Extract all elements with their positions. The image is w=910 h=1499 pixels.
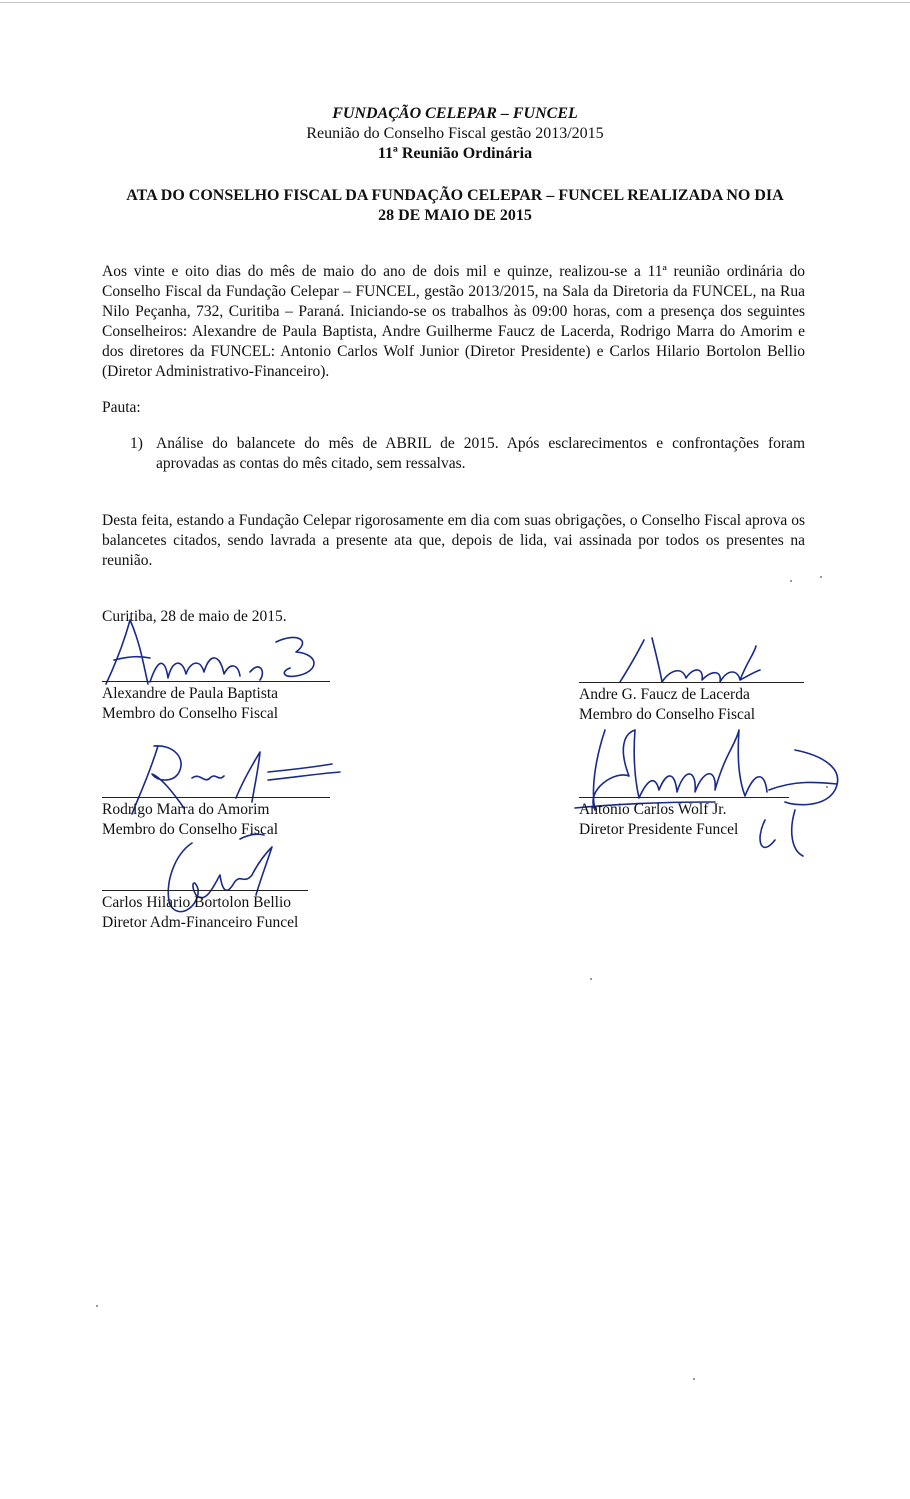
minutes-title (60, 186, 850, 226)
agenda-item-text: Análise do balancete do mês de ABRIL de 2015. Após esclarecimentos e confrontações foram aprovadas as contas do mês citado, sem ressalvas. (156, 435, 805, 472)
signatory-name: Antonio Carlos Wolf Jr. (579, 801, 727, 818)
signature-andre (590, 630, 790, 690)
signature-line (579, 797, 789, 798)
document-header (0, 104, 910, 164)
signature-block (579, 797, 789, 840)
scan-speck (96, 1305, 98, 1307)
signature-block (102, 681, 330, 724)
place-and-date: Curitiba, 28 de maio de 2015. (102, 608, 287, 625)
signatory-name: Andre G. Faucz de Lacerda (579, 686, 750, 703)
scan-speck (826, 786, 828, 788)
signatory-role: Membro do Conselho Fiscal (102, 705, 279, 722)
scan-speck (820, 576, 822, 578)
organization-name: FUNDAÇÃO CELEPAR – FUNCEL (332, 105, 578, 122)
scan-speck (693, 1378, 695, 1380)
signatory-role: Membro do Conselho Fiscal (579, 706, 756, 723)
title-line-2: 28 DE MAIO DE 2015 (378, 207, 532, 224)
meeting-number: 11ª Reunião Ordinária (377, 145, 533, 162)
signature-line (102, 681, 330, 682)
signatory-name: Alexandre de Paula Baptista (102, 685, 279, 702)
opening-paragraph: Aos vinte e oito dias do mês de maio do ano de dois mil e quinze, realizou-se a 11ª reunião ordinária do Conselho Fiscal da Fundação Celepar – FUNCEL, gestão 2013/2015, na Sala da Diretoria da FUNCEL, na Rua Nilo Peçanha, 732, Curitiba – Paraná. Iniciando-se os trabalhos às 09:00 horas, com a presença dos seguintes Conselheiros: Alexandre de Paula Baptista, Andre Guilherme Faucz de Lacerda, Rodrigo Marra do Amorim e dos diretores da FUNCEL: Antonio Carlos Wolf Junior (Diretor Presidente) e Carlos Hilario Bortolon Bellio (Diretor Administrativo-Financeiro). (102, 263, 805, 380)
signature-line (102, 797, 330, 798)
signature-block (102, 797, 330, 840)
signatory-name: Rodrigo Marra do Amorim (102, 801, 270, 818)
agenda-item (130, 434, 805, 474)
council-name: Reunião do Conselho Fiscal gestão 2013/2015 (306, 125, 604, 142)
signature-line (579, 682, 804, 683)
agenda-label: Pauta: (102, 399, 141, 416)
scan-speck (590, 978, 592, 980)
signatory-name: Carlos Hilario Bortolon Bellio (102, 894, 291, 911)
signature-line (102, 890, 308, 891)
scan-edge (0, 2, 910, 3)
signatory-role: Diretor Presidente Funcel (579, 821, 739, 838)
signatory-role: Diretor Adm-Financeiro Funcel (102, 914, 299, 931)
scan-speck (790, 580, 792, 582)
title-line-1: ATA DO CONSELHO FISCAL DA FUNDAÇÃO CELEPAR – FUNCEL REALIZADA NO DIA (126, 187, 784, 204)
closing-paragraph: Desta feita, estando a Fundação Celepar rigorosamente em dia com suas obrigações, o Conselho Fiscal aprova os balancetes citados, sendo lavrada a presente ata que, depois de lida, vai assinada por todos os presentes na reunião. (102, 512, 805, 569)
signature-block (102, 890, 308, 933)
signature-block (579, 682, 804, 725)
agenda-item-number: 1) (130, 435, 143, 452)
signatory-role: Membro do Conselho Fiscal (102, 821, 279, 838)
